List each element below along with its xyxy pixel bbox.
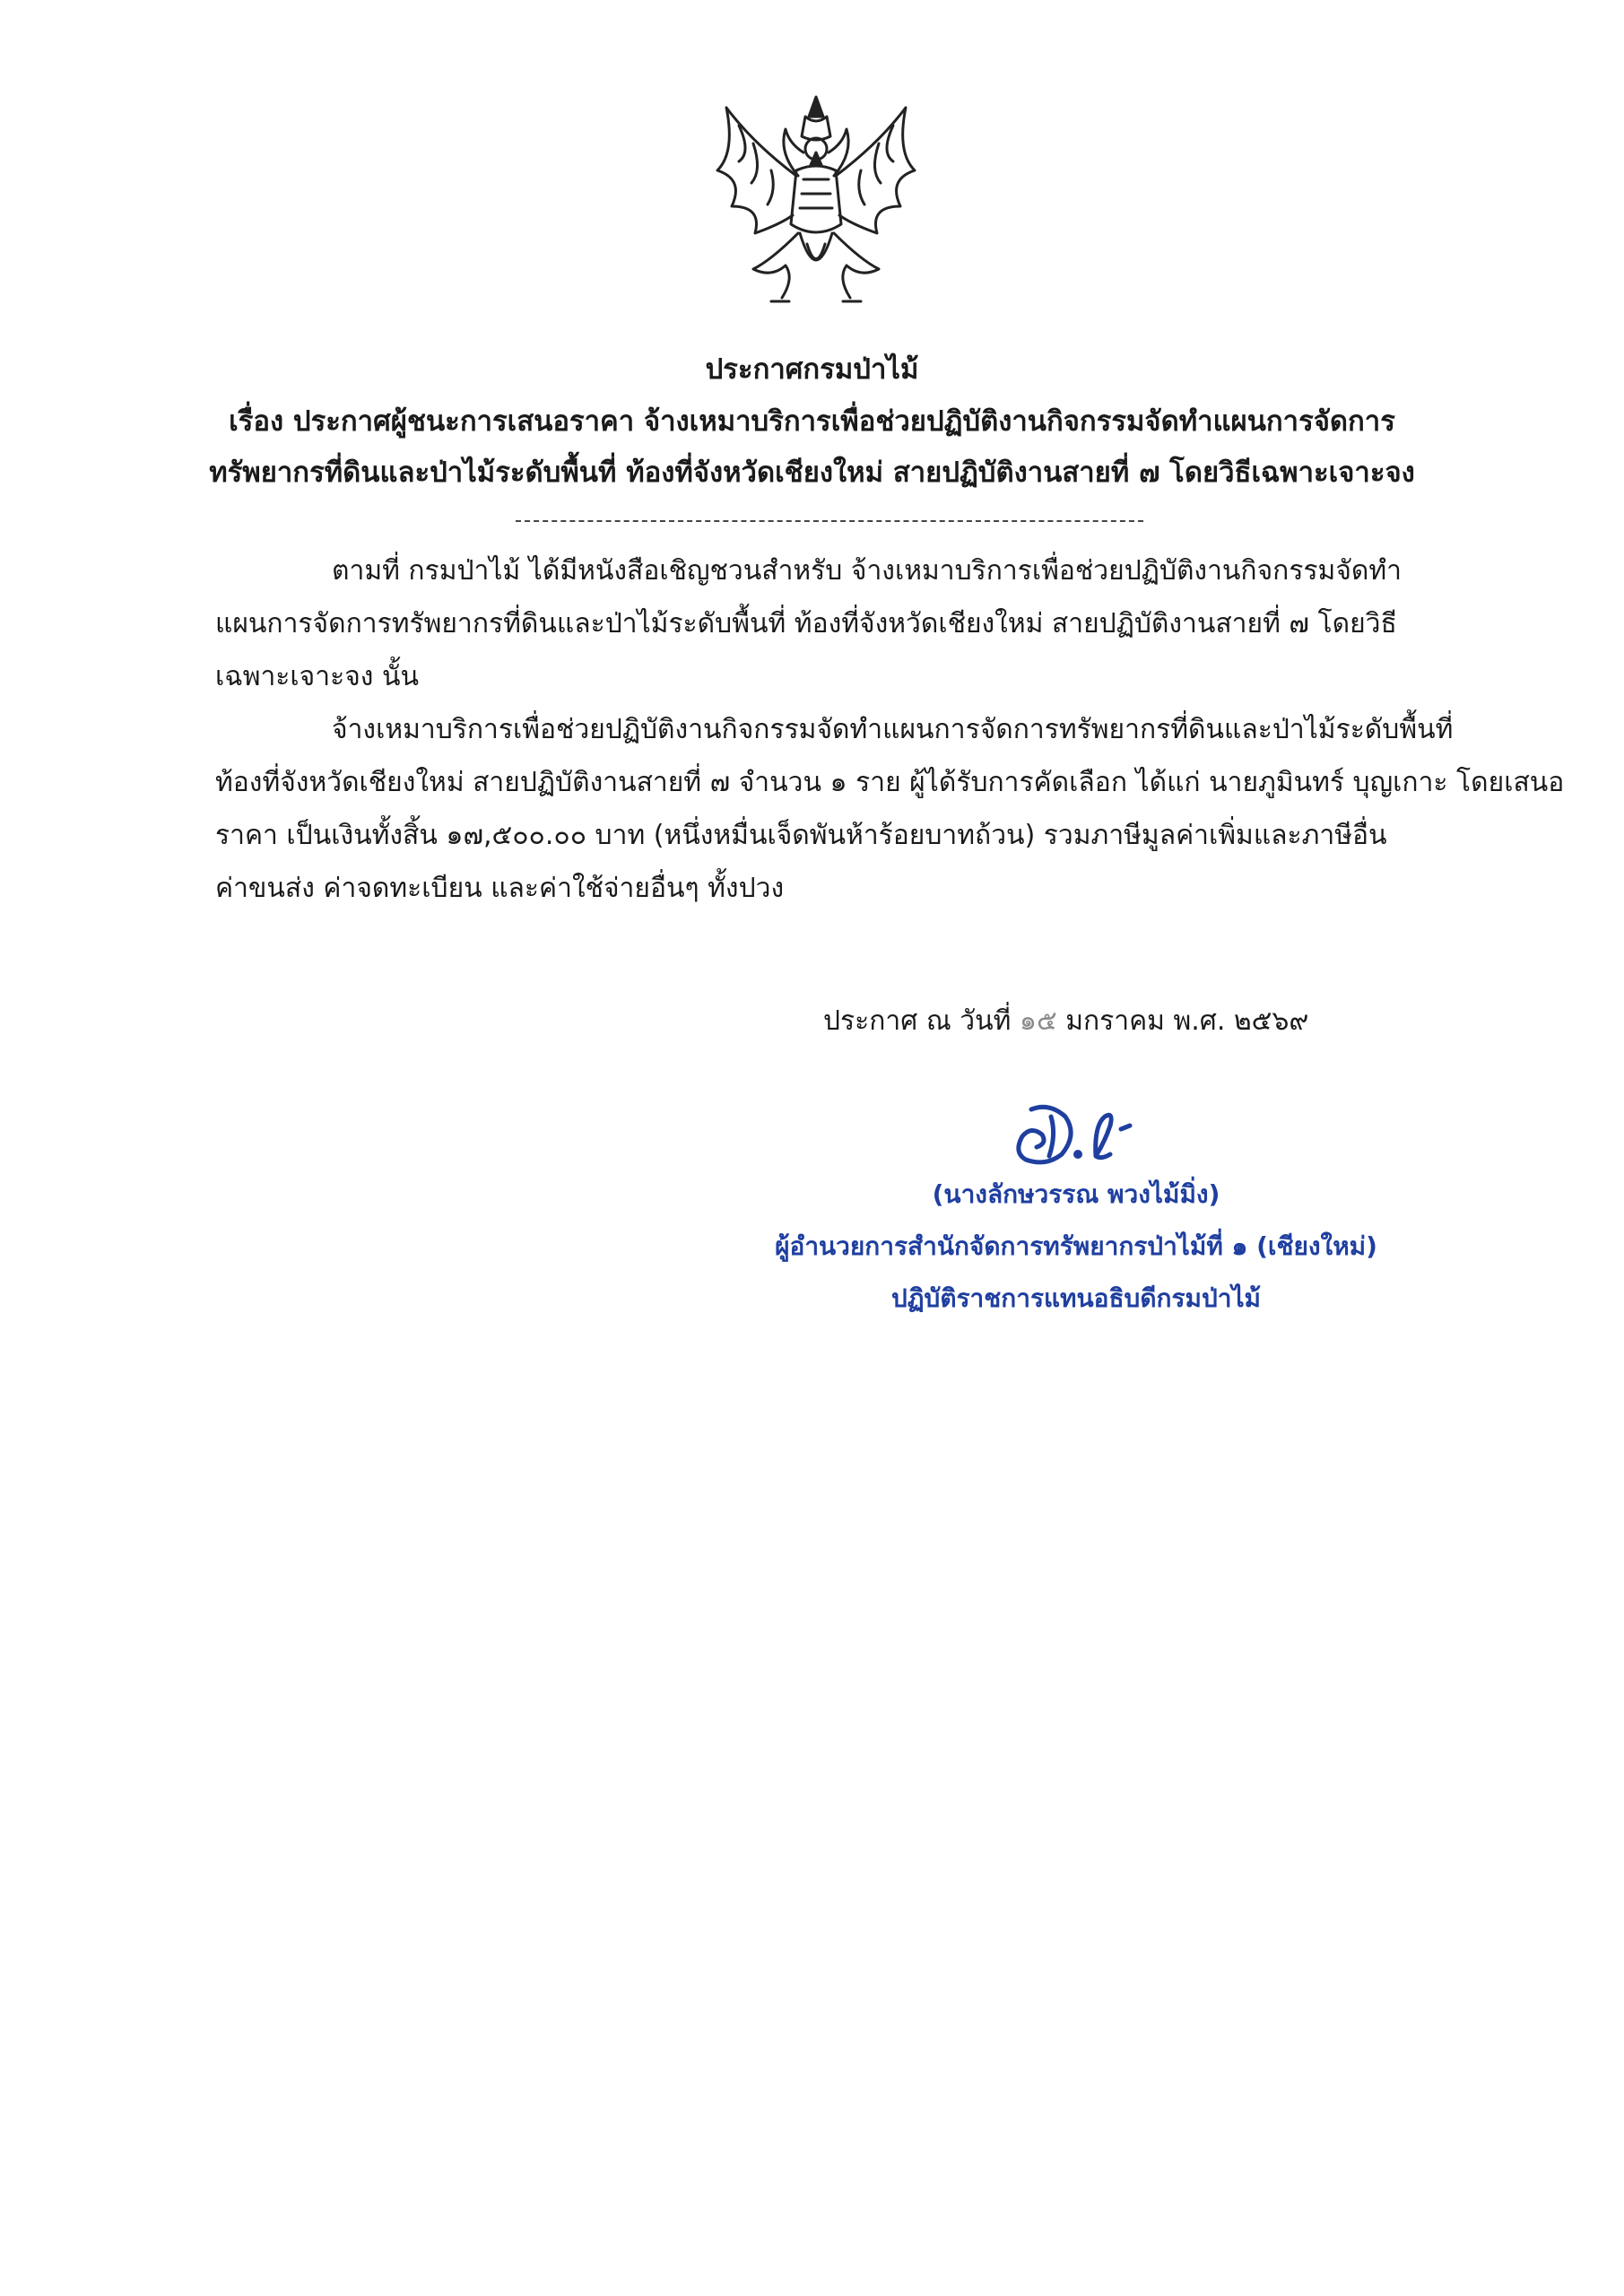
signer-name: (นางลักษวรรณ พวงไม้มิ่ง) bbox=[932, 1179, 1220, 1209]
document-subject-line-2: ทรัพยากรที่ดินและป่าไม้ระดับพื้นที่ ท้องที่จังหวัดเชียงใหม่ สายปฏิบัติงานสายที่ ๗ โดยวิธีเฉพาะเจาะจง bbox=[209, 457, 1415, 489]
document-title: ประกาศกรมป่าไม้ bbox=[705, 353, 919, 386]
paragraph-2-line-1: จ้างเหมาบริการเพื่อช่วยปฏิบัติงานกิจกรรมจัดทำแผนการจัดการทรัพยากรที่ดินและป่าไม้ระดับพื้นที่ bbox=[332, 714, 1454, 745]
paragraph-1-line-1: ตามที่ กรมป่าไม้ ได้มีหนังสือเชิญชวนสำหรับ จ้างเหมาบริการเพื่อช่วยปฏิบัติงานกิจกรรมจัดทำ bbox=[332, 555, 1403, 587]
announcement-day: ๑๕ bbox=[1019, 1005, 1057, 1037]
document-subject-line-1: เรื่อง ประกาศผู้ชนะการเสนอราคา จ้างเหมาบริการเพื่อช่วยปฏิบัติงานกิจกรรมจัดทำแผนการจัดการ bbox=[229, 405, 1395, 438]
signer-acting-for: ปฏิบัติราชการแทนอธิบดีกรมป่าไม้ bbox=[890, 1283, 1261, 1313]
handwritten-signature-icon bbox=[995, 1090, 1157, 1179]
announcement-date bbox=[823, 1002, 1308, 1041]
signer-position: ผู้อำนวยการสำนักจัดการทรัพยากรป่าไม้ที่ ๑ (เชียงใหม่) bbox=[775, 1231, 1377, 1261]
paragraph-1-line-3: เฉพาะเจาะจง นั้น bbox=[215, 661, 419, 692]
paragraph-2-line-4: ค่าขนส่ง ค่าจดทะเบียน และค่าใช้จ่ายอื่นๆ ทั้งปวง bbox=[215, 873, 785, 904]
garuda-emblem-icon bbox=[699, 90, 933, 323]
announcement-prefix: ประกาศ ณ วันที่ bbox=[823, 1005, 1020, 1037]
paragraph-2-line-3: ราคา เป็นเงินทั้งสิ้น ๑๗,๕๐๐.๐๐ บาท (หนึ่งหมื่นเจ็ดพันห้าร้อยบาทถ้วน) รวมภาษีมูลค่าเพิ่มและภาษีอื่น bbox=[215, 820, 1387, 851]
paragraph-2-line-2: ท้องที่จังหวัดเชียงใหม่ สายปฏิบัติงานสายที่ ๗ จำนวน ๑ ราย ผู้ได้รับการคัดเลือก ได้แก่ นายภูมินทร์ บุญเกาะ โดยเสนอ bbox=[215, 767, 1565, 798]
divider bbox=[516, 520, 1143, 522]
announcement-suffix: มกราคม พ.ศ. ๒๕๖๙ bbox=[1056, 1005, 1309, 1037]
paragraph-1-line-2: แผนการจัดการทรัพยากรที่ดินและป่าไม้ระดับพื้นที่ ท้องที่จังหวัดเชียงใหม่ สายปฏิบัติงานสายที่ ๗ โดยวิธี bbox=[215, 608, 1397, 639]
